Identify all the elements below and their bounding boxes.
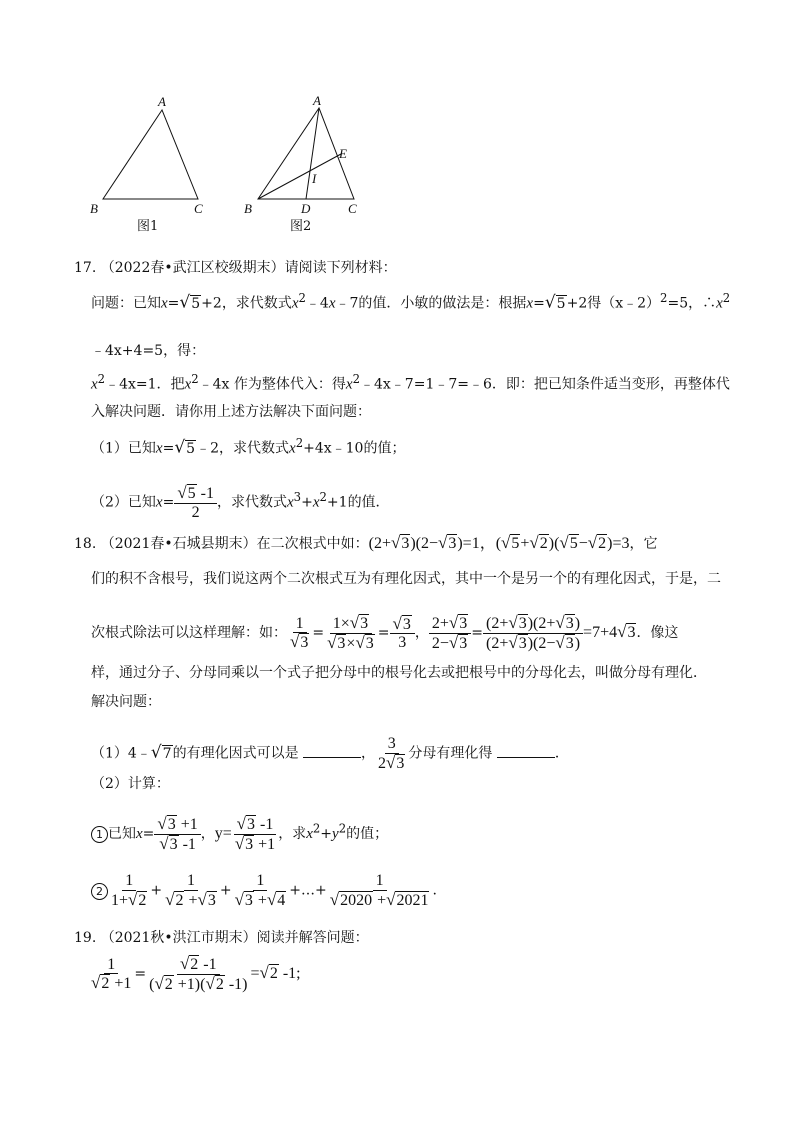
q17-part-1: （1）已知x=√5﹣2，求代数式$x^2+4x﹣10$的值； [91,436,406,458]
fig1-label-b: B [90,201,98,216]
circle-number-1: 1 [91,826,108,843]
q17-header [74,259,397,277]
q18-part-2: （2）计算： [91,776,170,792]
q18-calc-1: 1 已知x= $\frac{√3 +1}{√3 -1}$ ，y= $\frac{√3 -1}{√3 +1}$ ，求$x^2+y^2$的值； [91,815,388,853]
fig2-label-b: B [244,201,252,216]
q18-line-1: 18. （2021春•石城县期末）在二次根式中如：(2+√3)(2−√3)=1，(√5+√2)(√5−√2)=3，它 [74,533,658,552]
q18-solve: 解决问题： [91,694,161,710]
q17-part-2: （2）已知x= $\frac{√5 -1}{2}$ ，求代数式$x^3+x^2+1$的值． [91,483,390,521]
fig2-label-a: A [313,93,321,108]
answer-blank-1[interactable] [303,743,361,758]
q18-line-3: 次根式除法可以这样理解：如： $\frac{1}{√3}$ = $\frac{1\times√3}{√3\times√3}$ = $\frac{√3}{3}$ ， $\frac{2+√3}{2-√3}$ = $\frac{(2+√3)(2+√3)}{(2+√3)(2-√3)}$ =7+4√3．像这 [91,613,679,652]
q18-line-2: 们的积不含根号，我们说这两个二次根式互为有理化因式，其中一个是另一个的有理化因式，于是，二 [91,571,721,587]
q17-line-4: 入解决问题．请你用上述方法解决下面问题： [91,404,371,420]
q18-calc-2: 2 $\frac{1}{1+√2}$ + $\frac{1}{√2 +√3}$ + $\frac{1}{√3 +√4}$ +…+ $\frac{1}{√2020 +√2021}$ . [91,872,437,909]
circle-number-2: 2 [91,883,108,900]
q17-source: （2022春•武江区校级期末）请阅读下列材料： [100,260,397,276]
answer-blank-2[interactable] [497,743,555,758]
fig1-label-c: C [194,201,203,216]
fig2-label-d: D [301,201,311,216]
q19-example: $\frac{1}{√2 +1}$ = $\frac{√2 -1}{(√2 +1)(√2 -1)}$ =√2 -1; [91,954,301,993]
q18-line-4: 样，通过分子、分母同乘以一个式子把分母中的根号化去或把根号中的分母化去，叫做分母有理化． [91,665,707,681]
q17-line-1: 问题：已知x=√5+2，求代数式$x^2﹣4x﹣7$的值．小敏的做法是：根据x=√5+2得（x﹣2）$^2$=5，$\therefore x^2$ [91,291,731,313]
fig2-caption: 图2 [290,219,312,234]
fig2-label-i: I [312,171,317,186]
q18-part-1: （1）4﹣√7的有理化因式可以是 ， $\frac{3}{2√3}$ 分母有理化得 ． [91,735,569,772]
fig1-label-a: A [158,94,166,109]
fig2-label-c: C [348,201,357,216]
q17-number: 17. [74,260,97,276]
fig2-label-e: E [339,146,347,161]
q17-line-2: ﹣4x+4=5，得： [91,343,206,359]
q17-line-3: $x^2﹣4x=1$．把$x^2﹣4x$ 作为整体代入：得$x^2﹣4x﹣7=1﹣7=﹣6$．即：把已知条件适当变形，再整体代 [91,372,730,393]
q19-header: 19. （2021秋•洪江市期末）阅读并解答问题： [74,930,369,946]
fig1-caption: 图1 [137,219,159,234]
